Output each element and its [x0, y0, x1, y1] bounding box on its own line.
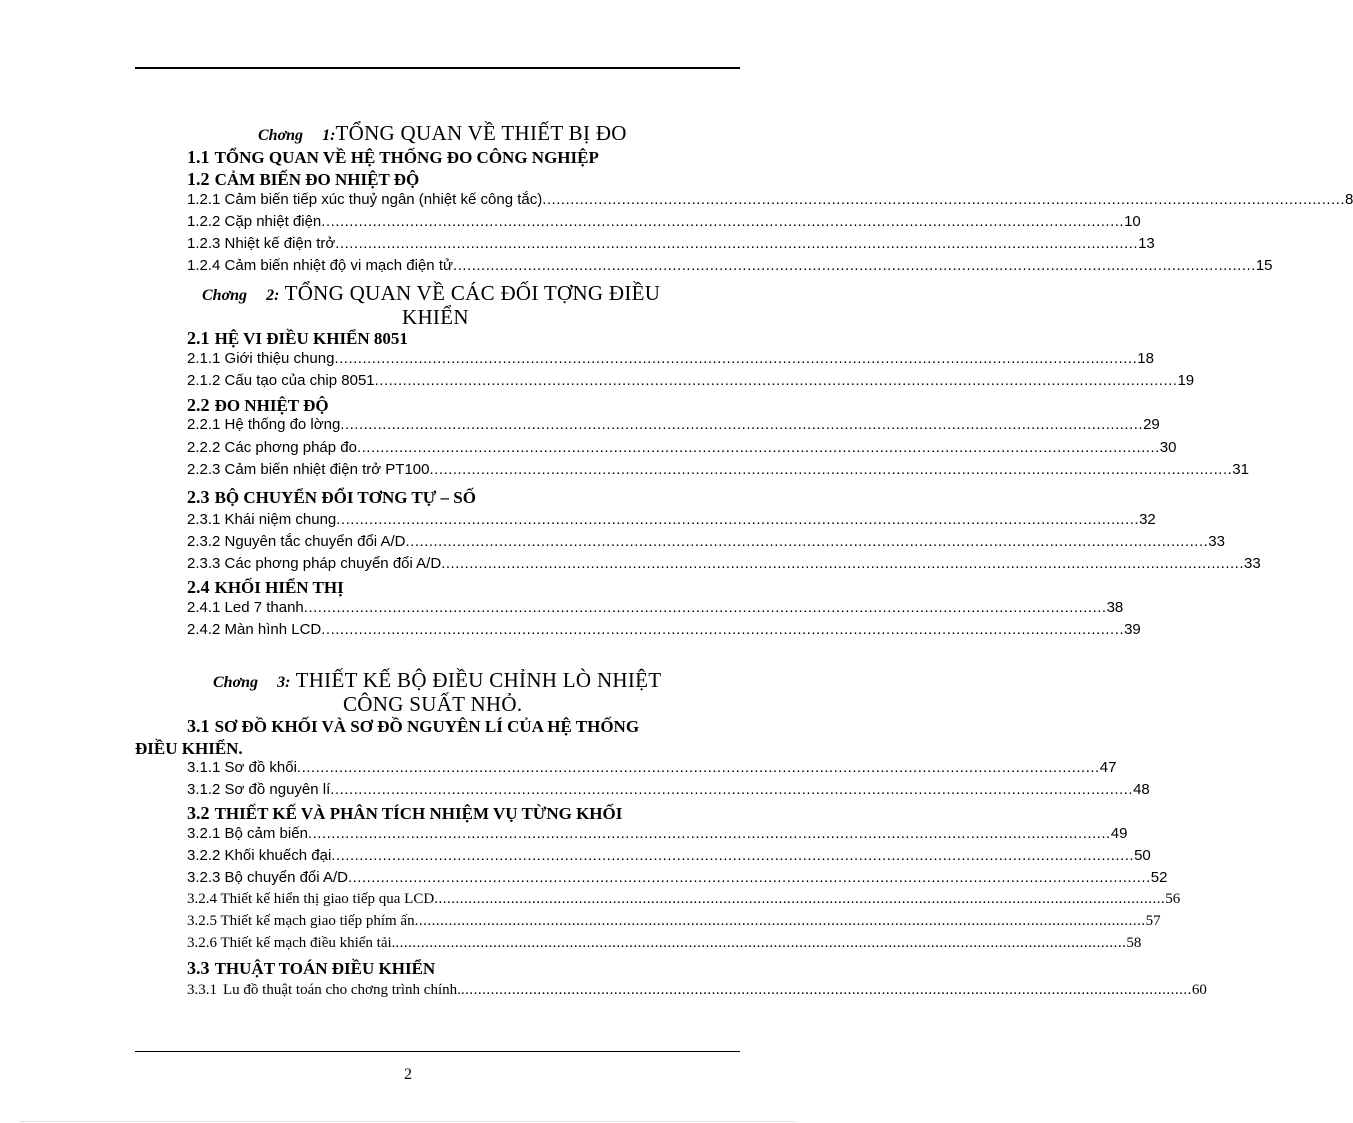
header-rule	[135, 67, 740, 69]
toc-page-number: 32	[1139, 511, 1156, 528]
chapter-label: Chơng	[258, 127, 304, 144]
toc-page-number: 15	[1255, 257, 1273, 274]
chapter-3-heading	[213, 668, 661, 693]
toc-entry[interactable]: 3.1.1 Sơ đồ khối ............................................................................................................................................................................ 47	[187, 759, 1117, 776]
section-title: THIẾT KẾ VÀ PHÂN TÍCH NHIỆM VỤ TỪNG KHỐI	[214, 804, 623, 823]
chapter-title: TỔNG QUAN VỀ CÁC ĐỐI TỢNG ĐIỀU	[284, 281, 661, 305]
section-number: 1.2	[187, 169, 210, 189]
toc-entry-number: 3.3.1	[187, 982, 217, 998]
section-title: THUẬT TOÁN ĐIỀU KHIỂN	[214, 959, 436, 978]
chapter-title-continued: CÔNG SUẤT NHỎ.	[343, 692, 523, 716]
toc-page-number: 29	[1143, 416, 1160, 433]
chapter-1-heading	[258, 121, 627, 146]
chapter-number: 1:	[322, 127, 336, 144]
toc-entry[interactable]: 2.1.1 Giới thiệu chung ............................................................................................................................................................................ 18	[187, 350, 1154, 367]
chapter-number: 3:	[277, 674, 291, 691]
section-title: SƠ ĐỒ KHỐI VÀ SƠ ĐỒ NGUYÊN LÍ CỦA HỆ THỐNG	[214, 717, 640, 736]
section-number: 3.1	[187, 716, 210, 736]
toc-entry[interactable]: 3.3.1 Lu đồ thuật toán cho chơng trình chính. ............................................................................................................................................................................ 60	[187, 982, 1207, 998]
section-title: TỔNG QUAN VỀ HỆ THỐNG ĐO CÔNG NGHIỆP	[214, 148, 599, 167]
toc-entry[interactable]: 2.2.2 Các phơng pháp đo ............................................................................................................................................................................ 30	[187, 439, 1177, 456]
toc-page-number: 30	[1159, 439, 1177, 456]
toc-page-number: 31	[1232, 461, 1249, 478]
toc-page-number: 50	[1134, 847, 1151, 864]
toc-page-number: 52	[1150, 869, 1168, 886]
section-number: 2.4	[187, 577, 210, 597]
toc-page-number: 13	[1138, 235, 1155, 252]
section-heading	[187, 577, 344, 598]
toc-page-number: 49	[1110, 825, 1128, 842]
section-title: HỆ VI ĐIỀU KHIỂN 8051	[214, 329, 408, 348]
toc-entry[interactable]: 2.2.3 Cảm biến nhiệt điện trở PT100 ............................................................................................................................................................................ 31	[187, 461, 1249, 478]
section-title-continued: ĐIỀU KHIỂN.	[135, 739, 243, 758]
section-number: 2.1	[187, 328, 210, 348]
section-heading	[187, 487, 476, 508]
section-title: CẢM BIẾN ĐO NHIỆT ĐỘ	[214, 170, 420, 189]
section-heading	[187, 395, 329, 416]
section-number: 3.2	[187, 803, 210, 823]
chapter-label: Chơng	[202, 287, 248, 304]
toc-page-number: 47	[1099, 759, 1117, 776]
toc-entry[interactable]: 2.1.2 Cấu tạo của chip 8051 ............................................................................................................................................................................ 19	[187, 372, 1195, 389]
toc-entry[interactable]: 3.2.3 Bộ chuyển đổi A/D ............................................................................................................................................................................ 52	[187, 869, 1168, 886]
toc-page-number: 38	[1106, 599, 1124, 616]
toc-page-number: 8	[1345, 191, 1353, 208]
page-edge	[20, 1121, 796, 1122]
section-number: 2.3	[187, 487, 210, 507]
section-number: 3.3	[187, 958, 210, 978]
toc-entry[interactable]: 1.2.4 Cảm biến nhiệt độ vi mạch điện tử ............................................................................................................................................................................ 15	[187, 257, 1273, 274]
section-title: ĐO NHIỆT ĐỘ	[214, 396, 329, 415]
toc-page-number: 33	[1208, 533, 1225, 550]
toc-entry[interactable]: 3.2.6 Thiết kế mạch điều khiển tải. ............................................................................................................................................................................ 58	[187, 935, 1142, 951]
section-heading	[187, 958, 435, 979]
toc-page-number: 58	[1126, 935, 1142, 951]
toc-entry[interactable]: 2.3.1 Khái niệm chung ............................................................................................................................................................................ 32	[187, 511, 1156, 528]
toc-entry[interactable]: 2.4.2 Màn hình LCD ............................................................................................................................................................................ 39	[187, 621, 1141, 638]
toc-entry[interactable]: 2.3.2 Nguyên tắc chuyển đổi A/D ............................................................................................................................................................................ 33	[187, 533, 1225, 550]
toc-entry[interactable]: 3.2.4 Thiết kế hiển thị giao tiếp qua LCD ............................................................................................................................................................................ 56	[187, 891, 1181, 907]
chapter-2-heading	[202, 281, 660, 306]
section-number: 2.2	[187, 395, 210, 415]
toc-page-number: 18	[1137, 350, 1154, 367]
chapter-title-continued: KHIỂN	[402, 305, 469, 329]
toc-page-number: 56	[1165, 891, 1181, 907]
chapter-title: TỔNG QUAN VỀ THIẾT BỊ ĐO	[335, 121, 627, 145]
section-heading	[187, 328, 408, 349]
toc-page-number: 33	[1244, 555, 1261, 572]
chapter-label: Chơng	[213, 674, 259, 691]
toc-entry[interactable]: 2.4.1 Led 7 thanh ............................................................................................................................................................................ 38	[187, 599, 1124, 616]
toc-entry[interactable]: 3.2.5 Thiết kế mạch giao tiếp phím ấn ............................................................................................................................................................................ 57	[187, 913, 1161, 929]
section-heading	[187, 169, 419, 190]
toc-entry[interactable]: 1.2.2 Cặp nhiệt điện ............................................................................................................................................................................ 10	[187, 213, 1141, 230]
chapter-title: THIẾT KẾ BỘ ĐIỀU CHỈNH LÒ NHIỆT	[295, 668, 662, 692]
toc-page-number: 19	[1177, 372, 1195, 389]
toc-entry[interactable]: 2.3.3 Các phơng pháp chuyển đổi A/D ............................................................................................................................................................................ 33	[187, 555, 1261, 572]
toc-page-number: 60	[1191, 982, 1207, 998]
section-heading	[187, 716, 639, 737]
chapter-number: 2:	[266, 287, 280, 304]
toc-entry[interactable]: 1.2.1 Cảm biến tiếp xúc thuỷ ngân (nhiệt kế công tắc) ............................................................................................................................................................................ 8	[187, 191, 1353, 208]
section-title: KHỐI HIỂN THỊ	[214, 578, 344, 597]
toc-page-number: 39	[1124, 621, 1141, 638]
toc-page-number: 10	[1124, 213, 1141, 230]
footer-rule	[135, 1051, 740, 1052]
section-title: BỘ CHUYỂN ĐỔI TƠNG TỰ – SỐ	[214, 488, 476, 507]
section-heading	[187, 147, 599, 168]
toc-entry[interactable]: 3.2.1 Bộ cảm biến ............................................................................................................................................................................ 49	[187, 825, 1128, 842]
page-number: 2	[404, 1066, 412, 1083]
toc-entry[interactable]: 1.2.3 Nhiệt kế điện trở ............................................................................................................................................................................ 13	[187, 235, 1155, 252]
section-heading	[187, 803, 622, 824]
toc-page-number: 48	[1133, 781, 1150, 798]
toc-entry[interactable]: 3.2.2 Khối khuếch đại ............................................................................................................................................................................ 50	[187, 847, 1151, 864]
toc-entry[interactable]: 2.2.1 Hệ thống đo lờng ............................................................................................................................................................................ 29	[187, 416, 1160, 433]
section-number: 1.1	[187, 147, 210, 167]
toc-entry[interactable]: 3.1.2 Sơ đồ nguyên lí ............................................................................................................................................................................ 48	[187, 781, 1150, 798]
toc-page-number: 57	[1145, 913, 1161, 929]
